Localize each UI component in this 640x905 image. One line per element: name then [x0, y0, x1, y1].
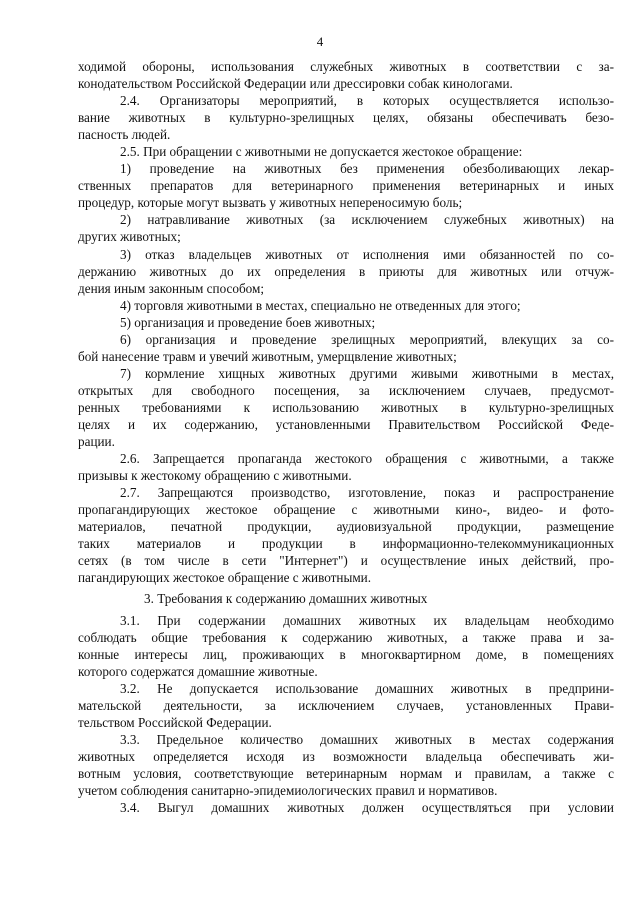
page-number: 4: [316, 34, 324, 49]
text-line: 3.1. При содержании домашних животных их владельцам необходимо: [120, 612, 614, 628]
text-line: вание животных в культурно-зрелищных целях, обязаны обеспечивать безо-: [78, 110, 614, 126]
text-line: учетом соблюдения санитарно-эпидемиологических правил и нормативов.: [78, 782, 498, 798]
text-line: 5) организация и проведение боев животных;: [120, 314, 376, 330]
text-line: конные интересы лиц, проживающих в многоквартирном доме, в помещениях: [78, 646, 614, 662]
document-body: [78, 58, 614, 816]
text-line: 2.5. При обращении с животными не допускается жестокое обращение:: [120, 144, 523, 160]
text-line: открытых для свободного посещения, за исключением случаев, предусмот-: [78, 382, 614, 398]
text-line: вотным условия, соответствующие ветеринарным нормам и правилам, а также с: [78, 765, 614, 781]
text-line: призывы к жестокому обращению с животными.: [78, 468, 352, 484]
text-line: ственных препаратов для ветеринарного применения ветеринарных и иных: [78, 178, 614, 194]
text-line: 3.2. Не допускается использование домашних животных в предприни-: [120, 680, 614, 696]
text-line: пропагандирующих жестокое обращение с животными кино-, видео- и фото-: [78, 502, 614, 518]
text-line: бой нанесение травм и увечий животным, умерщвление животных;: [78, 348, 457, 364]
text-line: рации.: [78, 434, 115, 450]
section-heading: 3. Требования к содержанию домашних животных: [144, 591, 428, 607]
text-line: тельством Российской Федерации.: [78, 714, 272, 730]
text-line: держанию животных до их определения в приюты для животных или отчуж-: [78, 263, 614, 279]
text-line: материалов, печатной продукции, аудиовизуальной продукции, размещение: [78, 519, 614, 535]
text-line: 1) проведение на животных без применения обезболивающих лекар-: [120, 161, 614, 177]
text-line: 7) кормление хищных животных другими живыми животными в местах,: [120, 365, 614, 381]
text-line: пагандирующих жестокое обращение с животными.: [78, 570, 372, 586]
text-line: 2) натравливание животных (за исключением служебных животных) на: [120, 212, 614, 228]
text-line: 2.6. Запрещается пропаганда жестокого обращения с животными, а также: [120, 451, 614, 467]
text-line: мательской деятельности, за исключением случаев, установленных Прави-: [78, 697, 614, 713]
text-line: пасность людей.: [78, 127, 171, 143]
text-line: 3.4. Выгул домашних животных должен осуществляться при условии: [120, 800, 614, 816]
text-line: которого содержатся домашние животные.: [78, 663, 318, 679]
text-line: других животных;: [78, 229, 181, 245]
text-line: ходимой обороны, использования служебных животных в соответствии с за-: [78, 59, 614, 74]
text-line: животных определяется исходя из возможности владельца обеспечивать жи-: [78, 748, 614, 764]
text-line: 4) торговля животными в местах, специально не отведенных для этого;: [120, 297, 521, 313]
text-line: 2.4. Организаторы мероприятий, в которых осуществляется использо-: [120, 93, 614, 109]
text-line: ренных требованиями к использованию животных в культурно-зрелищных: [78, 399, 614, 415]
text-line: процедур, которые могут вызвать у животных непереносимую боль;: [78, 195, 463, 211]
text-line: конодательством Российской Федерации или дрессировки собак кинологами.: [78, 76, 513, 92]
text-line: дения иным законным способом;: [78, 280, 265, 296]
text-line: 3) отказ владельцев животных от исполнения ими обязанностей по со-: [120, 246, 614, 262]
text-line: целях и их содержанию, установленными Правительством Российской Феде-: [78, 416, 614, 432]
text-line: 6) организация и проведение зрелищных мероприятий, влекущих за со-: [120, 331, 614, 347]
text-line: соблюдать общие требования к содержанию животных, а также права и за-: [78, 629, 614, 645]
text-line: сетях (в том числе в сети "Интернет") и осуществление иных действий, про-: [78, 553, 614, 569]
text-line: 2.7. Запрещаются производство, изготовление, показ и распространение: [120, 485, 614, 501]
text-line: 3.3. Предельное количество домашних животных в местах содержания: [120, 731, 614, 747]
text-line: таких материалов и продукции в информационно-телекоммуникационных: [78, 536, 614, 552]
